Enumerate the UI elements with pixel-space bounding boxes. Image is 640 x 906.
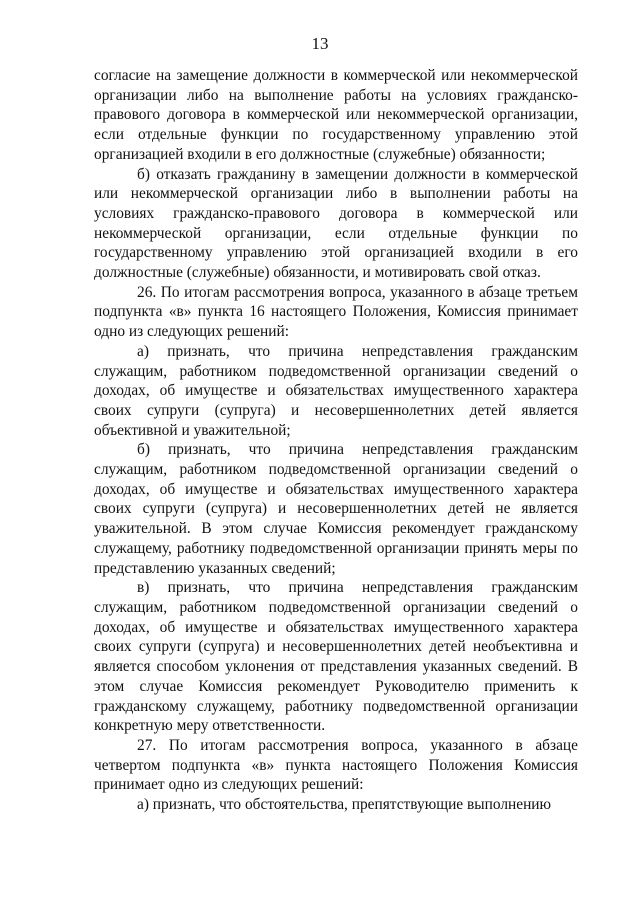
- paragraph-continuation: согласие на замещение должности в коммерческой или некоммерческой организации либо на выполнение работы на условиях гражданско-правового договора в коммерческой или некоммерческой организации, если отдельные функции по государственному управлению этой организацией входили в его должностные (служебные) обязанности;: [94, 67, 578, 163]
- paragraph-27-a: а) признать, что обстоятельства, препятствующие выполнению: [137, 796, 552, 814]
- document-body: [94, 66, 578, 815]
- paragraph-item-26: 26. По итогам рассмотрения вопроса, указанного в абзаце третьем подпункта «в» пункта 16 настоящего Положения, Комиссия принимает одно из следующих решений:: [94, 283, 578, 341]
- paragraph-26-a: а) признать, что причина непредставления гражданским служащим, работником подведомственной организации сведений о доходах, об имуществе и обязательствах имущественного характера своих супруги (супруга) и несовершеннолетних детей является объективной и уважительной;: [94, 342, 578, 439]
- paragraph-item-27: 27. По итогам рассмотрения вопроса, указанного в абзаце четвертом подпункта «в» пункта настоящего Положения Комиссия принимает одно из следующих решений:: [94, 736, 578, 794]
- paragraph-26-b: б) признать, что причина непредставления гражданским служащим, работником подведомственной организации сведений о доходах, об имуществе и обязательствах имущественного характера своих супруги (супруга) и несовершеннолетних детей не является уважительной. В этом случае Комиссия рекомендует гражданскому служащему, работнику подведомственной организации принять меры по представлению указанных сведений;: [94, 441, 578, 577]
- page-number: 13: [311, 34, 329, 53]
- paragraph-26-v: в) признать, что причина непредставления гражданским служащим, работником подведомственной организации сведений о доходах, об имуществе и обязательствах имущественного характера своих супруги (супруга) и несовершеннолетних детей необъективна и является способом уклонения от представления указанных сведений. В этом случае Комиссия рекомендует Руководителю применить к гражданскому служащему, работнику подведомственной организации конкретную меру ответственности.: [94, 579, 578, 735]
- paragraph-refuse-citizen: б) отказать гражданину в замещении должности в коммерческой или некоммерческой организации либо в выполнении работы на условиях гражданско-правового договора в коммерческой или некоммерческой организации, если отдельные функции по государственному управлению этой организацией входили в его должностные (служебные) обязанности, и мотивировать свой отказ.: [94, 165, 578, 282]
